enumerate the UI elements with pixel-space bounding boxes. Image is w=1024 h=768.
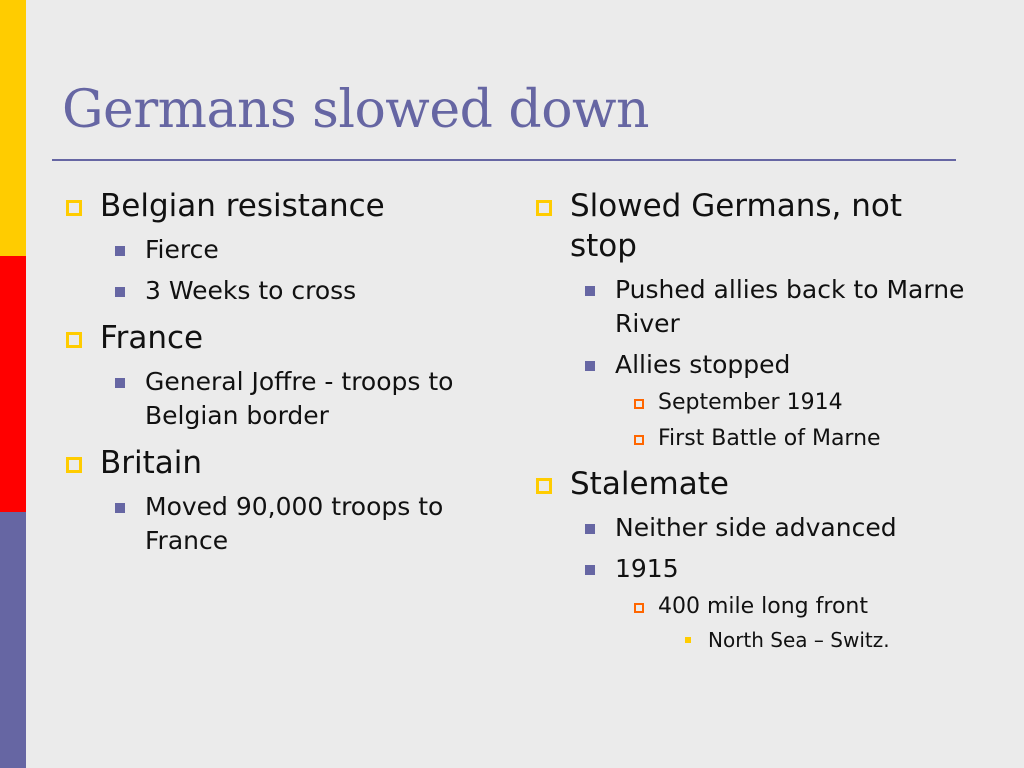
bullet-text: Slowed Germans, not stop: [570, 188, 902, 264]
bullet-text: Moved 90,000 troops to France: [145, 492, 444, 555]
bullet-text: Fierce: [145, 235, 219, 264]
small-hollow-square-bullet-icon: [634, 399, 644, 409]
sub-bullet-joffre: [62, 365, 502, 433]
filled-square-bullet-icon: [585, 286, 595, 296]
bullet-text: Neither side advanced: [615, 513, 897, 542]
sub-sub-bullet-first-battle-marne: [532, 424, 972, 454]
sub-bullet-1915: [532, 552, 972, 586]
bullet-text: First Battle of Marne: [658, 426, 881, 451]
sub-bullet-pushed-allies: [532, 273, 972, 341]
bullet-slowed-germans: [532, 186, 972, 266]
bullet-belgian-resistance: [62, 186, 502, 226]
bullet-text: General Joffre - troops to Belgian border: [145, 367, 454, 430]
sub-bullet-neither-side: [532, 511, 972, 545]
filled-square-bullet-icon: [115, 503, 125, 513]
filled-square-bullet-icon: [115, 378, 125, 388]
small-hollow-square-bullet-icon: [634, 435, 644, 445]
filled-square-bullet-icon: [585, 361, 595, 371]
bullet-text: Stalemate: [570, 466, 729, 502]
bullet-text: Allies stopped: [615, 350, 791, 379]
sub-bullet-fierce: [62, 233, 502, 267]
hollow-square-bullet-icon: [66, 200, 82, 216]
hollow-square-bullet-icon: [66, 457, 82, 473]
sub-bullet-3-weeks: [62, 274, 502, 308]
bullet-text: 1915: [615, 554, 679, 583]
level4-bullet-north-sea: [532, 626, 972, 654]
filled-square-bullet-icon: [115, 246, 125, 256]
bullet-britain: [62, 443, 502, 483]
sub-bullet-allies-stopped: [532, 348, 972, 382]
sub-sub-bullet-september-1914: [532, 388, 972, 418]
bullet-text: Pushed allies back to Marne River: [615, 275, 965, 338]
sub-bullet-90000-troops: [62, 490, 502, 558]
left-column: [62, 186, 502, 558]
bullet-text: France: [100, 320, 204, 356]
hollow-square-bullet-icon: [536, 200, 552, 216]
bullet-text: 400 mile long front: [658, 594, 868, 619]
slide-title: Germans slowed down: [62, 80, 650, 140]
bullet-text: 3 Weeks to cross: [145, 276, 357, 305]
tiny-filled-square-bullet-icon: [685, 637, 691, 643]
sub-sub-bullet-400-mile-front: [532, 592, 972, 622]
hollow-square-bullet-icon: [66, 332, 82, 348]
bullet-france: [62, 318, 502, 358]
title-divider: [52, 159, 956, 161]
accent-bar-red: [0, 256, 26, 512]
bullet-text: North Sea – Switz.: [708, 628, 890, 652]
filled-square-bullet-icon: [585, 565, 595, 575]
hollow-square-bullet-icon: [536, 478, 552, 494]
filled-square-bullet-icon: [115, 287, 125, 297]
right-column: [532, 186, 972, 654]
accent-bar-purple: [0, 512, 26, 768]
bullet-text: Britain: [100, 445, 203, 481]
accent-bar-yellow: [0, 0, 26, 256]
bullet-stalemate: [532, 464, 972, 504]
filled-square-bullet-icon: [585, 524, 595, 534]
small-hollow-square-bullet-icon: [634, 603, 644, 613]
bullet-text: September 1914: [658, 390, 843, 415]
bullet-text: Belgian resistance: [100, 188, 385, 224]
